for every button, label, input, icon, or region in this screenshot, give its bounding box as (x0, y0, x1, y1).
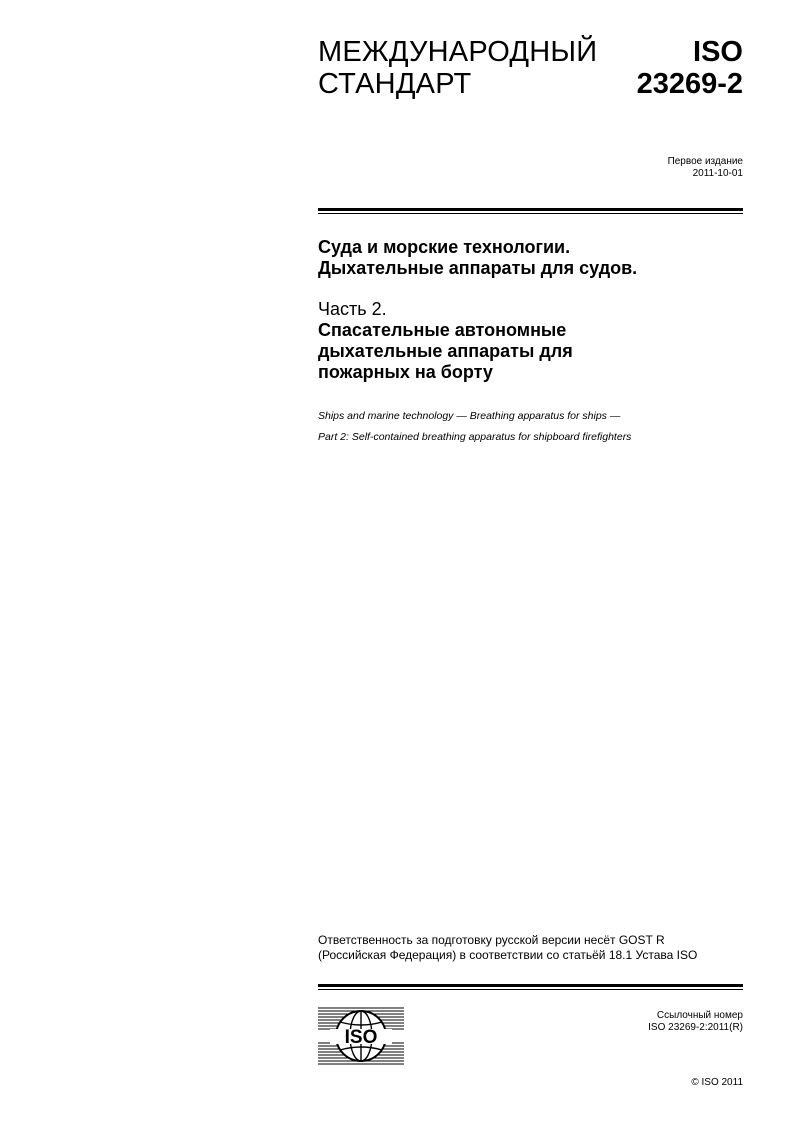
title-line1: Суда и морские технологии. (318, 237, 571, 257)
english-title-line1: Ships and marine technology — Breathing apparatus for ships — (318, 410, 621, 422)
divider-top (318, 208, 743, 214)
document-title (318, 237, 637, 279)
iso-logo (318, 1006, 404, 1066)
standard-type-line2: СТАНДАРТ (318, 68, 472, 100)
edition-date: 2011-10-01 (692, 168, 743, 179)
part-label: Часть 2. (318, 299, 387, 319)
standard-number: 23269-2 (636, 68, 743, 100)
responsibility-line2: (Российская Федерация) в соответствии со статьёй 18.1 Устава ISO (318, 948, 698, 962)
copyright: © ISO 2011 (691, 1077, 743, 1088)
edition-label: Первое издание (667, 156, 743, 167)
standard-org: ISO (693, 36, 743, 68)
standard-type-heading (318, 36, 597, 100)
part-title-line3: пожарных на борту (318, 362, 493, 382)
reference-number-block (648, 1010, 743, 1034)
edition-info (668, 156, 743, 180)
reference-number: ISO 23269-2:2011(R) (648, 1022, 743, 1033)
responsibility-note (318, 933, 697, 963)
standard-number-block (637, 36, 743, 100)
part-title-line2: дыхательные аппараты для (318, 341, 573, 361)
iso-logo-text: ISO (344, 1027, 378, 1048)
responsibility-line1: Ответственность за подготовку русской версии несёт GOST R (318, 933, 665, 947)
reference-label: Ссылочный номер (656, 1010, 743, 1021)
standard-type-line1: МЕЖДУНАРОДНЫЙ (318, 36, 598, 68)
divider-bottom (318, 984, 743, 990)
part-title-line1: Спасательные автономные (318, 320, 567, 340)
title-line2: Дыхательные аппараты для судов. (318, 258, 638, 278)
english-title-line2: Part 2: Self-contained breathing apparatus for shipboard firefighters (318, 431, 632, 443)
part-title (318, 320, 573, 383)
